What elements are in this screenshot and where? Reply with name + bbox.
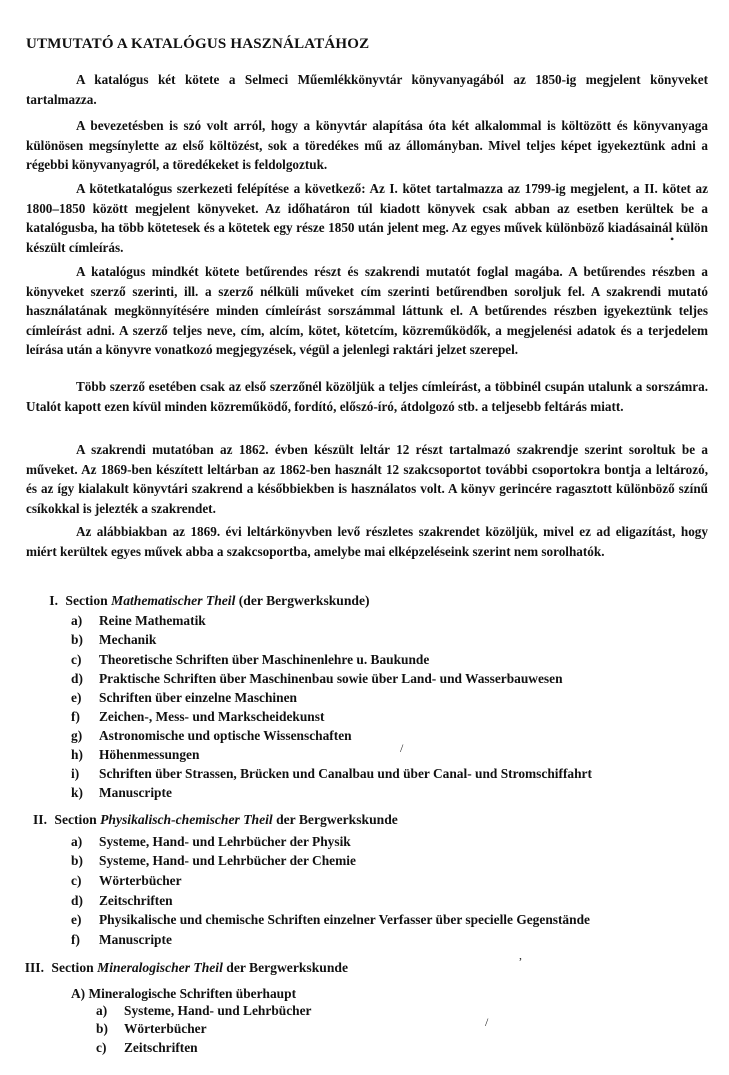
item-letter: f) — [71, 709, 80, 724]
item-text: Astronomische und optische Wissenschaften — [99, 728, 352, 743]
item-text: Schriften über Strassen, Brücken und Canalbau und über Canal- und Stromschiffahrt — [99, 766, 592, 781]
section-name: Mathematischer Theil — [111, 593, 236, 608]
list-item — [71, 893, 173, 909]
list-item — [96, 1021, 207, 1037]
item-letter: k) — [71, 785, 83, 800]
item-text: Manuscripte — [99, 932, 172, 947]
scan-speck: / — [400, 741, 404, 755]
section-suffix: der Bergwerkskunde — [276, 812, 398, 827]
item-text: Zeichen-, Mess- und Markscheidekunst — [99, 709, 325, 724]
item-letter: a) — [71, 613, 83, 628]
list-item — [96, 1040, 198, 1056]
item-text: Systeme, Hand- und Lehrbücher der Chemie — [99, 853, 356, 868]
section-number: III. — [24, 960, 44, 975]
paragraph-5: Több szerző esetében csak az első szerzőnél közöljük a teljes címleírást, a többinél csupán utalunk a sorszámra. Utalót kapott ezen kívül minden közreműködő, fordító, előszó-író, átdolgozó stb. a teljesebb feltárás miatt. — [26, 379, 708, 414]
list-item — [71, 671, 563, 687]
section-heading-2 — [27, 812, 398, 828]
list-item — [71, 873, 182, 889]
item-text: Wörterbücher — [124, 1021, 207, 1036]
document-title: UTMUTATÓ A KATALÓGUS HASZNÁLATÁHOZ — [26, 36, 370, 52]
item-text: Manuscripte — [99, 785, 172, 800]
section-suffix: (der Bergwerkskunde) — [238, 593, 370, 608]
list-item — [71, 834, 351, 850]
list-item — [71, 785, 172, 801]
paragraph-6: A szakrendi mutatóban az 1862. évben készült leltár 12 részt tartalmazó szakrendje szerint soroltuk be a műveket. Az 1869-ben készített leltárban az 1862-ben használt 12 szakcsoportot további csoportokra bontja a leltározó, és az így kialakult könyvtári szakrend a későbbiekben is használatos volt. A könyv gerincére ragasztott különböző színű csíkokkal is jelezték a szakrendet. — [26, 442, 708, 516]
item-letter: h) — [71, 747, 83, 762]
item-text: Systeme, Hand- und Lehrbücher — [124, 1003, 312, 1018]
list-item — [71, 766, 592, 782]
paragraph-1: A katalógus két kötete a Selmeci Műemlékkönyvtár könyvanyagából az 1850-ig megjelent könyveket tartalmazza. — [26, 72, 708, 107]
item-letter: b) — [71, 853, 83, 868]
list-item — [71, 912, 590, 928]
item-text: Theoretische Schriften über Maschinenlehre u. Baukunde — [99, 652, 430, 667]
item-letter: a) — [96, 1003, 108, 1018]
item-text: Wörterbücher — [99, 873, 182, 888]
section-prefix: Section — [65, 593, 108, 608]
list-item — [71, 613, 206, 629]
list-item — [71, 632, 156, 648]
paragraph-3: A kötetkatalógus szerkezeti felépítése a következő: Az I. kötet tartalmazza az 1799-ig megjelent, a II. kötet az 1800–1850 között megjelent könyveket. Az időhatáron túl kiadott könyvek csak abban az esetben kerültek be a katalógusba, ha több kötetesek és a kötetek egy része 1850 után jelent meg. Az egyes művek különböző kiadásainál külön készült címleírás. — [26, 181, 708, 255]
list-item — [71, 690, 297, 706]
scan-speck: / — [485, 1015, 489, 1029]
scan-speck: • — [670, 232, 675, 246]
section-suffix: der Bergwerkskunde — [226, 960, 348, 975]
item-letter: g) — [71, 728, 83, 743]
scan-speck: , — [519, 948, 522, 962]
item-text: Systeme, Hand- und Lehrbücher der Physik — [99, 834, 351, 849]
item-letter: c) — [71, 652, 82, 667]
item-text: Mechanik — [99, 632, 157, 647]
item-letter: d) — [71, 893, 83, 908]
item-letter: c) — [71, 873, 82, 888]
item-letter: f) — [71, 932, 80, 947]
list-item — [71, 747, 199, 763]
section-prefix: Section — [54, 812, 97, 827]
section-name: Mineralogischer Theil — [97, 960, 223, 975]
item-letter: d) — [71, 671, 83, 686]
section-heading-1 — [38, 593, 370, 609]
item-text: Zeitschriften — [99, 893, 173, 908]
list-item — [71, 709, 324, 725]
list-item — [71, 728, 352, 744]
section-number: II. — [33, 812, 47, 827]
list-item — [96, 1003, 312, 1019]
paragraph-7: Az alábbiakban az 1869. évi leltárkönyvben levő részletes szakrendet közöljük, mivel ez ad eligazítást, hogy miért kerültek egyes művek abba a szakcsoportba, amelybe mai elképzeléseink szerint nem sorolhatók. — [26, 524, 708, 559]
item-text: Zeitschriften — [124, 1040, 198, 1055]
item-text: Reine Mathematik — [99, 613, 206, 628]
section-prefix: Section — [51, 960, 94, 975]
item-text: Schriften über einzelne Maschinen — [99, 690, 297, 705]
item-text: Höhenmessungen — [99, 747, 200, 762]
paragraph-4: A katalógus mindkét kötete betűrendes részt és szakrendi mutatót foglal magába. A betűrendes részben a könyveket szerző szerinti, ill. a szerző nélküli műveket cím szerinti betűrendben soroljuk fel. A szakrendi mutató használatának megkönnyítésére minden címleírást sorszámmal láttunk el. A betűrendes részben igyekeztünk teljes címleírást adni. A szerző teljes neve, cím, alcím, kötet, kötetcím, közreműködők, a megjelenési adatok és a terjedelem leírása után a könyvre vonatkozó megjegyzések, végül a jelenlegi raktári jelzet szerepel. — [26, 264, 708, 358]
item-letter: b) — [96, 1021, 108, 1036]
item-letter: e) — [71, 912, 82, 927]
paragraph-2: A bevezetésben is szó volt arról, hogy a könyvtár alapítása óta két alkalommal is költözött és könyvanyaga különösen megsínylette az első költözést, sok a töredékes mű az állományban. Mivel teljes képet igyekeztünk adni a régebbi könyvanyagról, a töredékeket is feldolgoztuk. — [26, 118, 708, 173]
item-text: Physikalische und chemische Schriften einzelner Verfasser über specielle Gegenstände — [99, 912, 590, 927]
subheading: A) Mineralogische Schriften überhaupt — [71, 986, 297, 1001]
item-letter: i) — [71, 766, 80, 781]
item-letter: a) — [71, 834, 83, 849]
section-number: I. — [49, 593, 58, 608]
item-letter: b) — [71, 632, 83, 647]
section-name: Physikalisch-chemischer Theil — [100, 812, 273, 827]
list-item — [71, 932, 172, 948]
list-item — [71, 652, 429, 668]
item-text: Praktische Schriften über Maschinenbau sowie über Land- und Wasserbauwesen — [99, 671, 563, 686]
item-letter: c) — [96, 1040, 107, 1055]
item-letter: e) — [71, 690, 82, 705]
list-item — [71, 853, 356, 869]
section-heading-3 — [24, 960, 348, 976]
